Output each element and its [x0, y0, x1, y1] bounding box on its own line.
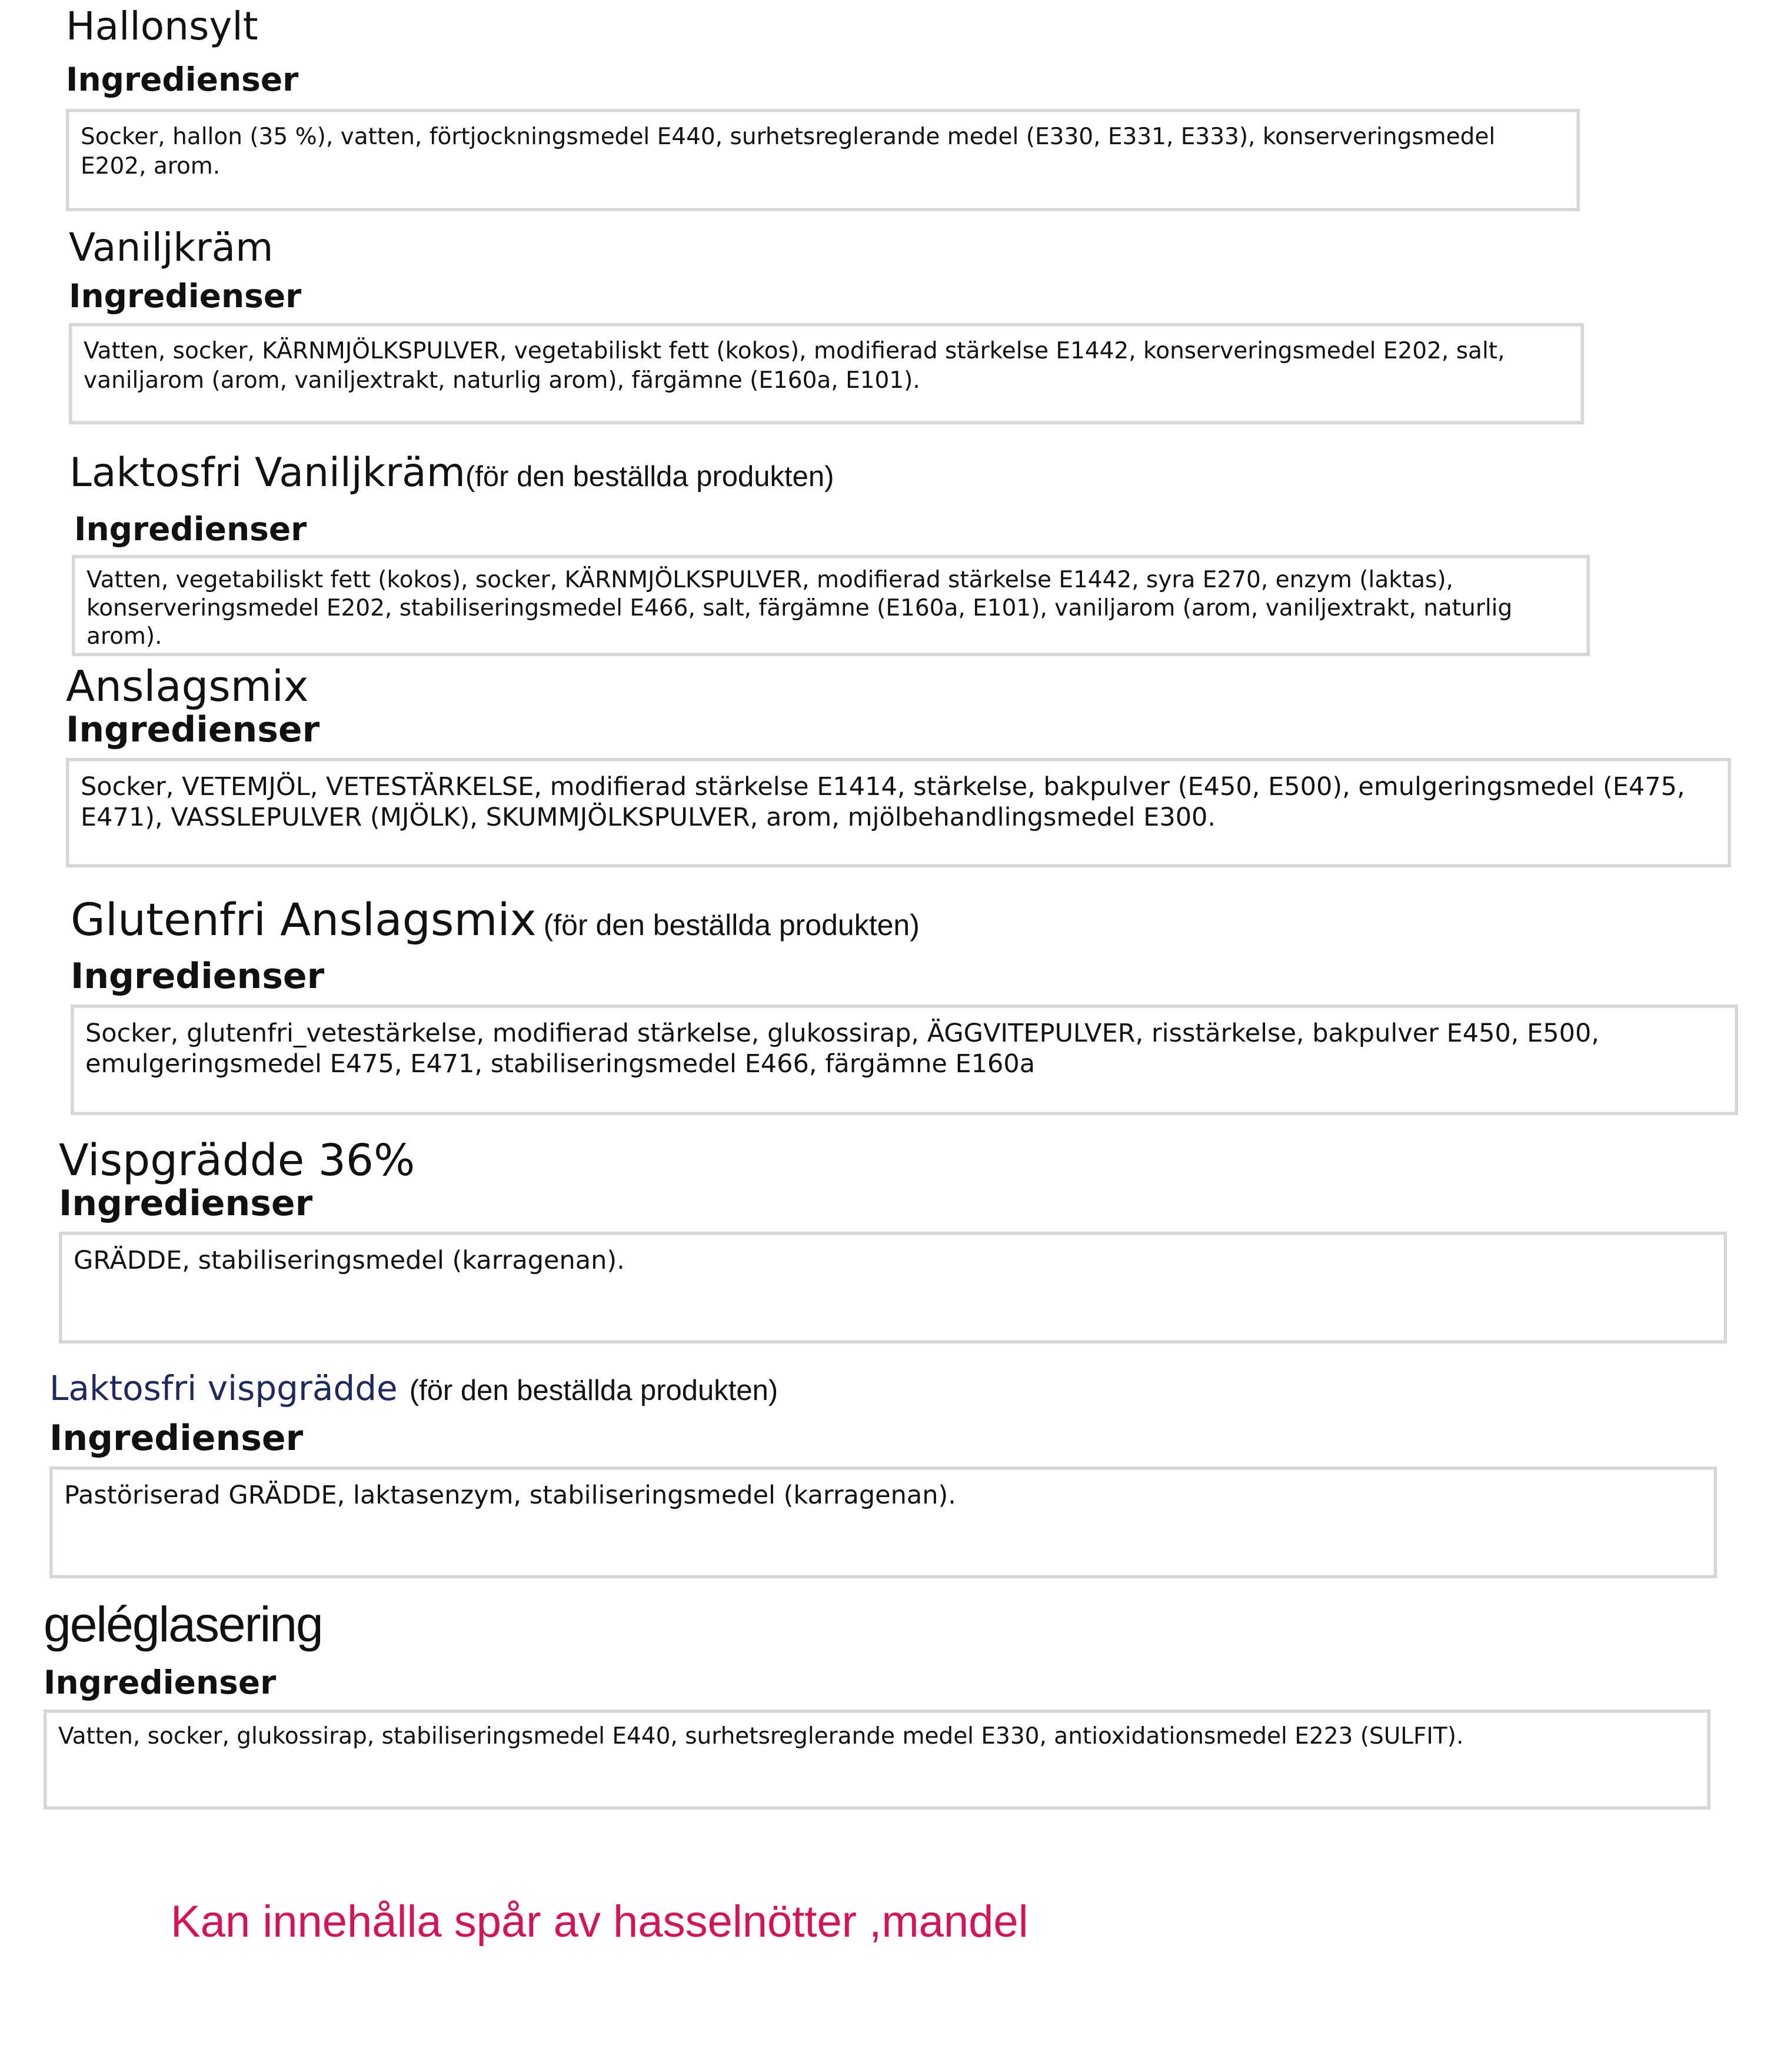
- section-title: Laktosfri Vaniljkräm: [69, 450, 465, 496]
- ingredients-text: GRÄDDE, stabiliseringsmedel (karragenan).: [74, 1246, 625, 1275]
- ingredients-box: [49, 1466, 1717, 1578]
- section-note: (för den beställda produkten): [409, 1375, 778, 1406]
- ingredients-text: Socker, glutenfri_vetestärkelse, modifierad stärkelse, glukossirap, ÄGGVITEPULVER, risstärkelse, bakpulver E450, E500, emulgeringsmedel E475, E471, stabiliseringsmedel E466, färgämne E160a: [85, 1019, 1600, 1079]
- ingredients-box: [69, 323, 1584, 424]
- section-title-row: [59, 1135, 1727, 1186]
- ingredients-box: [59, 1232, 1727, 1343]
- ingredients-box: [66, 109, 1580, 211]
- section-title-row: [71, 893, 1738, 946]
- ingredients-heading: Ingredienser: [74, 510, 307, 548]
- section-note: (för den beställda produkten): [465, 461, 834, 493]
- section-glutenfri-anslagsmix: [71, 893, 1738, 1115]
- section-title: Vispgrädde 36%: [59, 1135, 415, 1186]
- section-title-row: [66, 4, 1580, 49]
- section-vispgradde: [59, 1135, 1727, 1343]
- section-title-row: [49, 1368, 1717, 1408]
- section-title-row: [66, 661, 1731, 711]
- section-title-row: [69, 450, 1590, 496]
- ingredients-heading: Ingredienser: [59, 1183, 313, 1224]
- ingredients-heading: Ingredienser: [49, 1418, 304, 1459]
- allergen-disclaimer: Kan innehålla spår av hasselnötter ,mandel: [171, 1897, 1029, 1947]
- ingredients-heading: Ingredienser: [44, 1664, 277, 1701]
- section-laktosfri-vaniljkram: [69, 450, 1590, 656]
- ingredients-heading: Ingredienser: [69, 277, 302, 315]
- section-hallonsylt: [66, 4, 1580, 211]
- ingredients-box: [44, 1710, 1710, 1810]
- ingredients-text: Socker, hallon (35 %), vatten, förtjockningsmedel E440, surhetsreglerande medel (E330, E331, E333), konserveringsmedel E202, arom.: [81, 124, 1496, 179]
- ingredients-text: Vatten, socker, KÄRNMJÖLKSPULVER, vegetabiliskt fett (kokos), modifierad stärkelse E1442, konserveringsmedel E202, salt, vaniljarom (arom, vaniljextrakt, naturlig arom), färgämne (E160a, E101).: [84, 338, 1505, 394]
- section-title: Anslagsmix: [66, 661, 309, 711]
- section-title: geléglasering: [44, 1597, 322, 1652]
- section-title-row: [69, 225, 1584, 270]
- section-title-row: [44, 1597, 1710, 1652]
- section-laktosfri-vispgradde: [49, 1368, 1717, 1578]
- ingredients-text: Pastöriserad GRÄDDE, laktasenzym, stabiliseringsmedel (karragenan).: [64, 1481, 956, 1510]
- ingredients-heading: Ingredienser: [66, 709, 320, 750]
- section-note: (för den beställda produkten): [543, 909, 920, 942]
- ingredients-box: [71, 1005, 1738, 1115]
- ingredients-box: [72, 555, 1590, 656]
- ingredients-text: Vatten, socker, glukossirap, stabiliseringsmedel E440, surhetsreglerande medel E330, antioxidationsmedel E223 (SULFIT).: [58, 1723, 1464, 1750]
- section-title: Hallonsylt: [66, 4, 258, 49]
- ingredients-heading: Ingredienser: [66, 61, 299, 98]
- section-title: Glutenfri Anslagsmix: [71, 893, 537, 946]
- ingredients-text: Vatten, vegetabiliskt fett (kokos), socker, KÄRNMJÖLKSPULVER, modifierad stärkelse E1442, syra E270, enzym (laktas), konserveringsmedel E202, stabiliseringsmedel E466, salt, färgämne (E160a, E101), vaniljarom (arom, vaniljextrakt, naturlig arom).: [86, 567, 1513, 650]
- section-title: Laktosfri vispgrädde: [49, 1368, 398, 1408]
- section-title: Vaniljkräm: [69, 225, 274, 270]
- ingredients-box: [66, 758, 1731, 867]
- ingredients-text: Socker, VETEMJÖL, VETESTÄRKELSE, modifierad stärkelse E1414, stärkelse, bakpulver (E450, E500), emulgeringsmedel (E475, E471), VASSLEPULVER (MJÖLK), SKUMMJÖLKSPULVER, arom, mjölbehandlingsmedel E300.: [81, 772, 1685, 832]
- section-anslagsmix: [66, 661, 1731, 867]
- ingredients-heading: Ingredienser: [71, 956, 325, 997]
- section-gelglasering: [44, 1599, 1710, 1810]
- section-vaniljkram: [69, 225, 1584, 424]
